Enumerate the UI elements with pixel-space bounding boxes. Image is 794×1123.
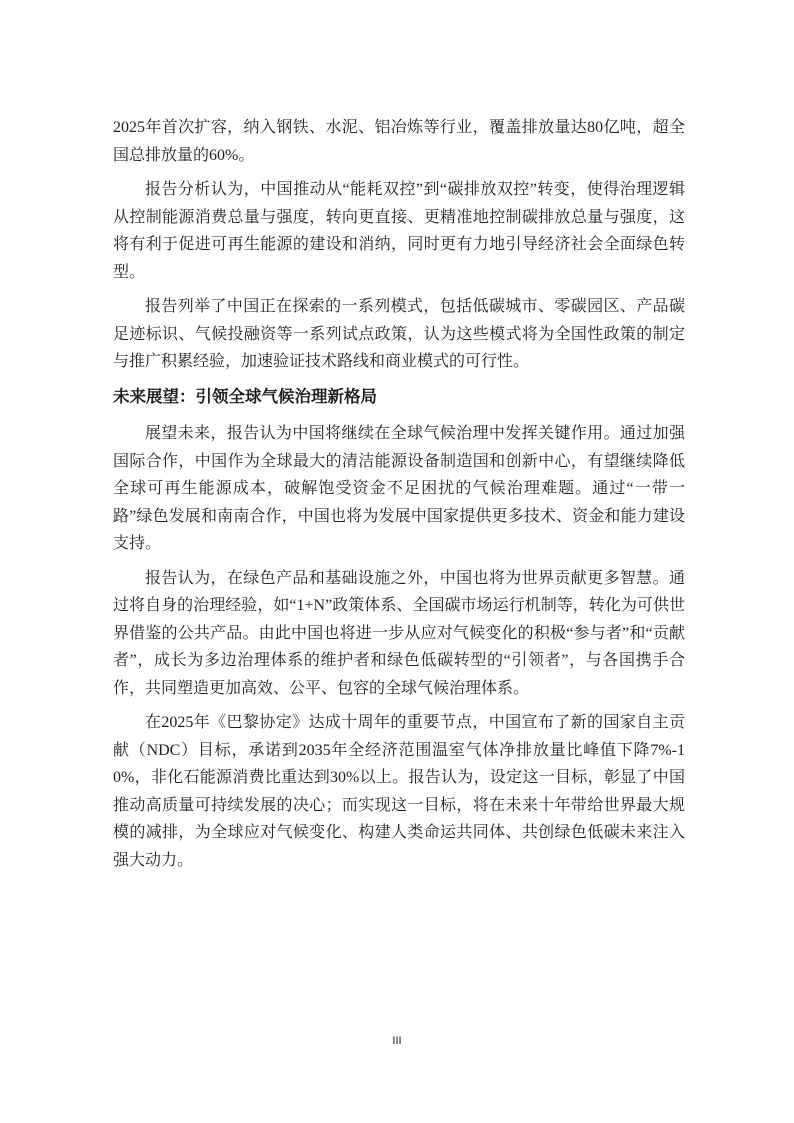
- page-number: III: [392, 1035, 402, 1047]
- document-body: [113, 114, 685, 881]
- paragraph-dual-control-shift: 报告分析认为，中国推动从“能耗双控”到“碳排放双控”转变，使得治理逻辑从控制能源消费总量与强度，转向更直接、更精准地控制碳排放总量与强度，这将有利于促进可再生能源的建设和消纳，同时更有力地引导经济社会全面绿色转型。: [113, 181, 685, 281]
- paragraph-global-governance-role: 展望未来，报告认为中国将继续在全球气候治理中发挥关键作用。通过加强国际合作，中国作为全球最大的清洁能源设备制造国和创新中心，有望继续降低全球可再生能源成本，破解饱受资金不足困扰的气候治理难题。通过“一带一路”绿色发展和南南合作，中国也将为发展中国家提供更多技术、资金和能力建设支持。: [113, 425, 685, 552]
- paragraph-pilot-models: 报告列举了中国正在探索的一系列模式，包括低碳城市、零碳园区、产品碳足迹标识、气候投融资等一系列试点政策，认为这些模式将为全国性政策的制定与推广积累经验，加速验证技术路线和商业模式的可行性。: [113, 298, 685, 370]
- paragraph-governance-wisdom: 报告认为，在绿色产品和基础设施之外，中国也将为世界贡献更多智慧。通过将自身的治理经验，如“1+N”政策体系、全国碳市场运行机制等，转化为可供世界借鉴的公共产品。由此中国也将进一步从应对气候变化的积极“参与者”和“贡献者”，成长为多边治理体系的维护者和绿色低碳转型的“引领者”，与各国携手合作，共同塑造更加高效、公平、包容的全球气候治理体系。: [113, 569, 685, 697]
- section-heading-future-outlook: 未来展望：引领全球气候治理新格局: [113, 387, 377, 406]
- paragraph-ets-expansion: 2025年首次扩容，纳入钢铁、水泥、铝冶炼等行业，覆盖排放量达80亿吨，超全国总排放量的60%。: [113, 119, 685, 164]
- paragraph-ndc-target: 在2025年《巴黎协定》达成十周年的重要节点，中国宣布了新的国家自主贡献（NDC）目标，承诺到2035年全经济范围温室气体净排放量比峰值下降7%-10%，非化石能源消费比重达到30%以上。报告认为，设定这一目标，彰显了中国推动高质量可持续发展的决心；而实现这一目标，将在未来十年带给世界最大规模的减排，为全球应对气候变化、构建人类命运共同体、共创绿色低碳未来注入强大动力。: [113, 714, 685, 869]
